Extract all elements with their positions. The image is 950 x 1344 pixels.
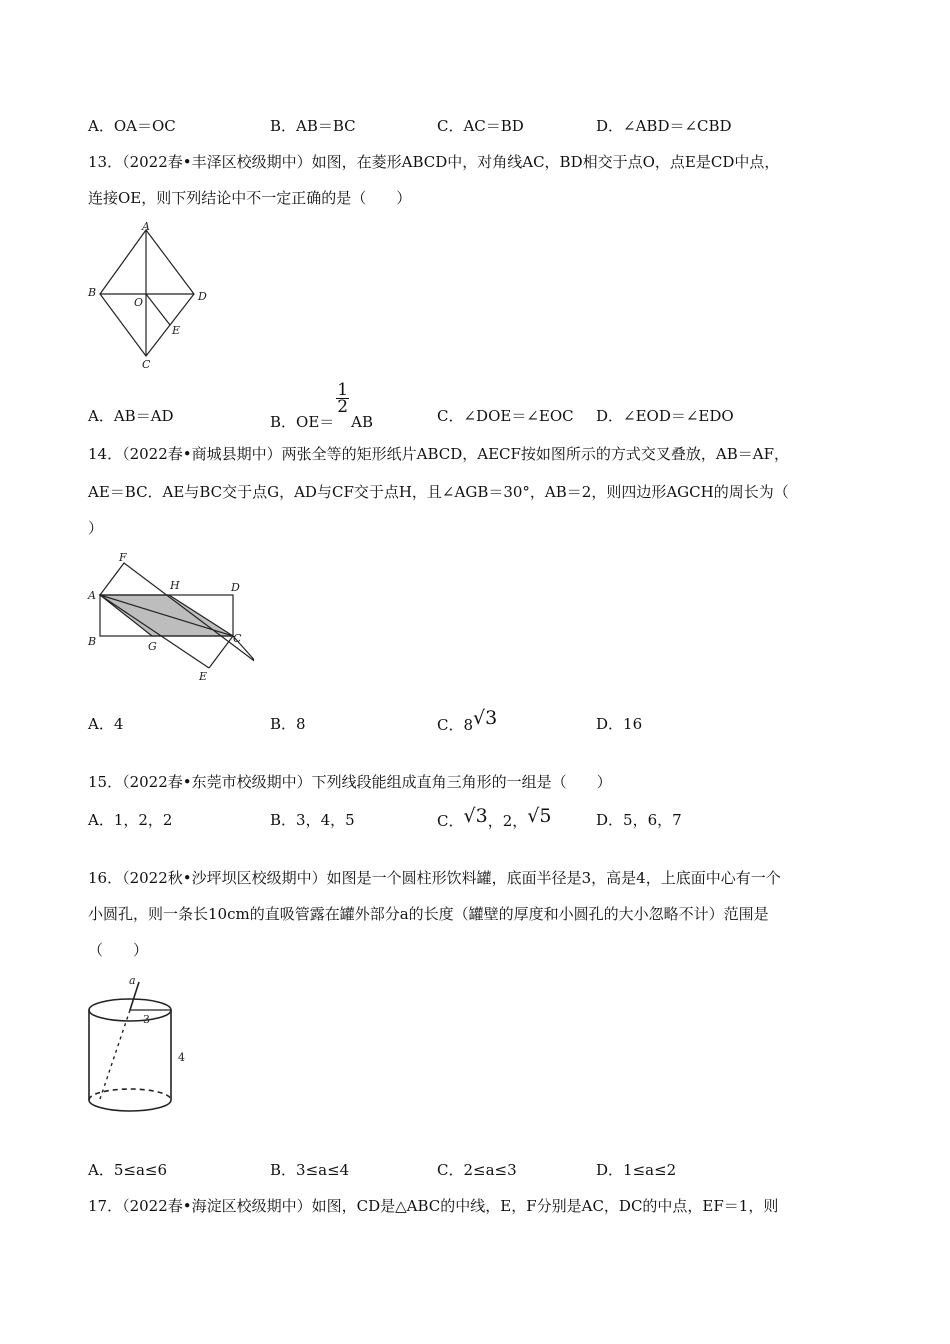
q13-rhombus-figure [80,218,220,370]
q13-option-b-suffix: AB [351,412,373,431]
q12-option-c: C．AC＝BD [437,117,524,135]
label-a-length: a [129,974,136,987]
label-d: D [231,581,240,594]
q15-stem-line1: 15．（2022春•东莞市校级期中）下列线段能组成直角三角形的一组是（ ） [88,773,612,791]
label-b: B [88,635,97,648]
q12-option-d: D．∠ABD＝∠CBD [596,117,732,135]
label-a: A [88,589,96,602]
q15-option-a: A．1，2，2 [88,811,173,829]
q14-option-b: B．8 [270,715,306,733]
fraction-numerator: 1 [337,380,349,400]
q13-option-c: C．∠DOE＝∠EOC [437,407,574,425]
q15-option-c-prefix: C． [437,812,464,830]
q16-option-d: D．1≤a≤2 [596,1161,677,1179]
q13-option-d: D．∠EOD＝∠EDO [596,407,734,425]
label-h: H [170,579,180,592]
q14-option-c [437,707,498,735]
q16-stem-line3: （ ） [88,941,149,959]
label-c: C [233,632,242,645]
q16-cylinder-figure [80,970,210,1130]
q14-rectangles-figure [84,546,254,686]
q15-option-c [437,805,552,831]
label-b: B [88,286,97,299]
label-radius-3: 3 [143,1013,150,1026]
q14-stem-line2: AE＝BC．AE与BC交于点G，AD与CF交于点H，且∠AGB＝30°，AB＝2，则四边形AGCH的周长为（ [88,483,789,501]
rhombus-abcd [100,230,194,356]
label-a: A [142,220,150,233]
cylinder-bottom-front-arc [89,1100,171,1111]
q12-option-a: A．OA＝OC [88,117,176,135]
sqrt5-radical: √5 [527,805,552,827]
q13-fraction [336,382,349,415]
q16-stem-line2: 小圆孔，则一条长10cm的直吸管露在罐外部分a的长度（罐壁的厚度和小圆孔的大小忽略不计）范围是 [88,905,769,923]
q16-option-c: C．2≤a≤3 [437,1161,517,1179]
label-g: G [148,640,157,653]
segment-oe [146,294,170,325]
label-d: D [198,290,207,303]
label-c: C [142,358,151,370]
q14-stem-line3: ） [88,519,104,537]
label-e: E [199,670,208,683]
q16-option-b: B．3≤a≤4 [270,1161,350,1179]
q14-option-d: D．16 [596,715,643,733]
q13-option-b [270,380,373,431]
q12-option-b: B．AB＝BC [270,117,356,135]
label-e: E [172,324,181,337]
q16-option-a: A．5≤a≤6 [88,1161,167,1179]
q13-option-b-prefix: B．OE＝ [270,412,335,431]
label-f: F [119,551,127,564]
cylinder-bottom-back-arc [89,1089,171,1100]
sqrt3-radical: √3 [463,805,488,827]
q14-option-c-prefix: C．8 [437,716,474,734]
straw-inside [99,1010,130,1102]
q16-stem-line1: 16．（2022秋•沙坪坝区校级期中）如图是一个圆柱形饮料罐，底面半径是3，高是4，上底面中心有一个 [88,869,781,887]
q14-stem-line1: 14．（2022春•商城县期中）两张全等的矩形纸片ABCD，AECF按如图所示的方式交叉叠放，AB＝AF， [88,445,790,463]
q14-option-a: A．4 [88,715,124,733]
label-o: O [134,296,144,309]
q15-option-d: D．5，6，7 [596,811,682,829]
label-height-4: 4 [178,1051,185,1064]
q13-stem-line1: 13．（2022春•丰泽区校级期中）如图，在菱形ABCD中，对角线AC，BD相交于点O，点E是CD中点， [88,153,780,171]
q13-stem-line2: 连接OE，则下列结论中不一定正确的是（ ） [88,189,412,207]
q17-stem-line1: 17．（2022春•海淀区校级期中）如图，CD是△ABC的中线，E，F分别是AC，DC的中点，EF＝1，则 [88,1197,779,1215]
segment-ec [209,636,233,668]
q13-option-a: A．AB＝AD [88,407,174,425]
sqrt3-radical: √3 [473,707,498,729]
q15-option-b: B．3，4，5 [270,811,355,829]
fraction-denominator: 2 [337,397,349,417]
q15-option-c-middle: ，2， [487,812,528,830]
